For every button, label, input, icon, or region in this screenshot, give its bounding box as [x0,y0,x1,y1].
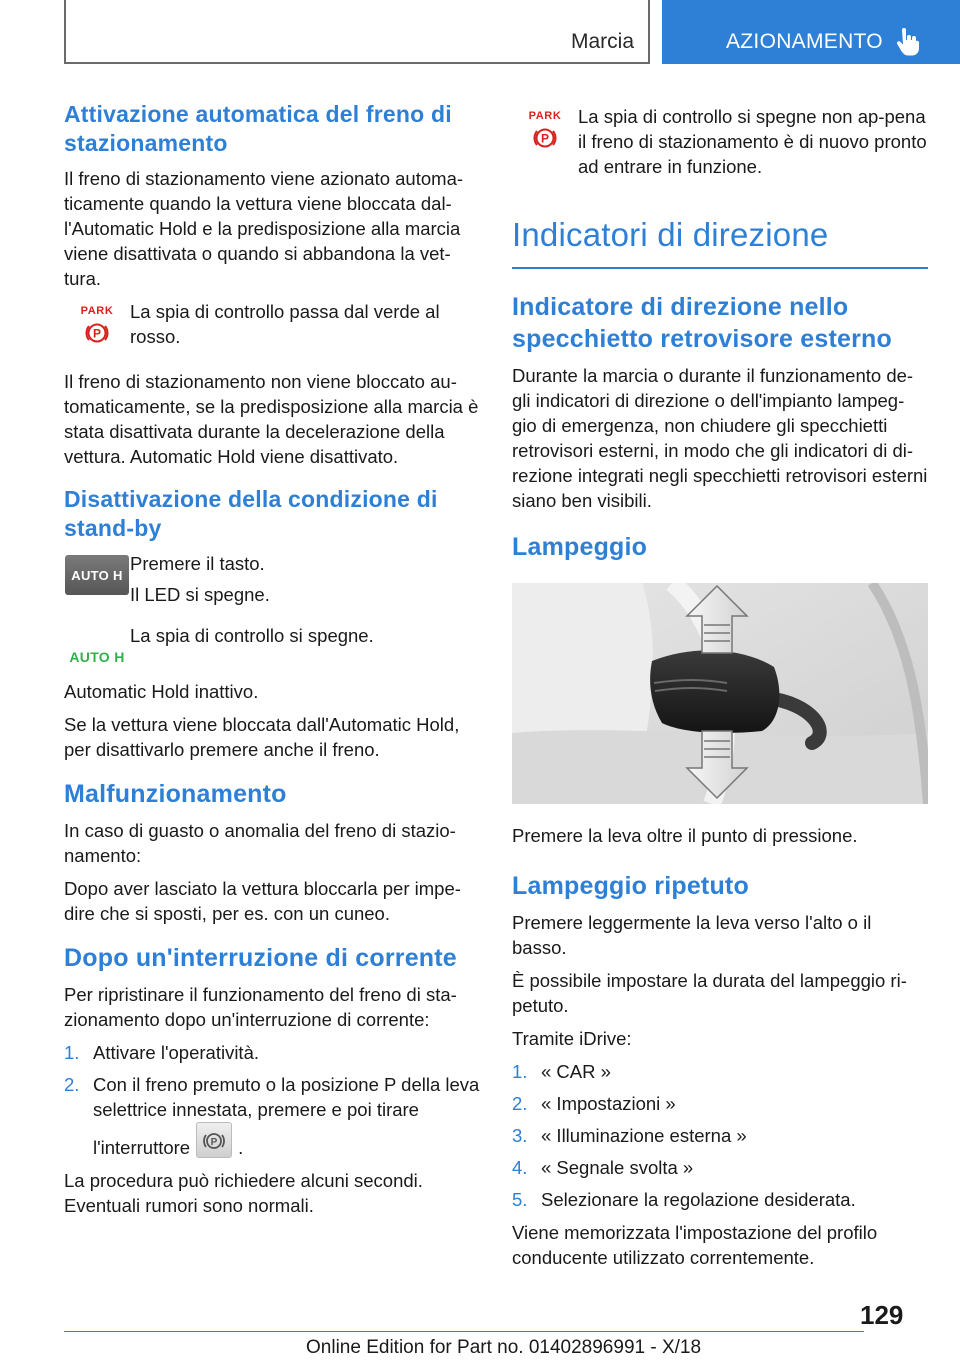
footer-edition: Online Edition for Part no. 01402896991 - X/18 [306,1337,702,1358]
paragraph: Se la vettura viene bloccata dall'Automatic Hold, per disattivarlo premere anche il freno. [64,714,460,760]
paragraph: È possibile impostare la durata del lampeggio ri-petuto. [512,970,907,1016]
autoh-lamp-note [64,623,480,665]
list-item: 1. « CAR » [512,1061,611,1082]
heading-mirror-indicator: Indicatore di direzione nello specchietto retrovisore esterno [512,293,892,353]
auto-h-button-icon: AUTO H [65,555,129,595]
svg-text:P: P [92,326,102,341]
paragraph: In caso di guasto o anomalia del freno di stazio-namento: [64,820,456,866]
header-chapter-box [64,0,650,64]
indicator-text: La spia di controllo passa dal verde al rosso. [130,301,440,347]
indicator-note [64,299,480,355]
list-item: 2. Con il freno premuto o la posizione P della leva selettrice innestata, premere e poi tirare l'interruttore P . [64,1074,480,1158]
idrive-steps-list [512,1059,928,1212]
section-tab [662,0,960,64]
paragraph: Durante la marcia o durante il funzionamento de-gli indicatori di direzione o dell'impianto lampeg-gio di emergenza, non chiudere gli specchietti retrovisori esterni, in modo che gli indicatori di di-rezione integrati negli specchietti retrovisori esterni siano ben visibili. [512,365,928,511]
paragraph: Premere leggermente la leva verso l'alto o il basso. [512,912,872,958]
park-brake-warning-icon: PARK P [80,305,114,341]
list-item: 5. Selezionare la regolazione desiderata. [512,1189,856,1210]
paragraph: Per ripristinare il funzionamento del freno di sta-zionamento dopo un'interruzione di corrente: [64,984,457,1030]
indicator-note [512,104,928,185]
paragraph: Il freno di stazionamento viene azionato automa-ticamente quando la vettura viene bloccata dal-l'Automatic Hold e la predisposizione alla marcia viene disattivata o quando si abbandona la vet-tura. [64,168,464,289]
autoh-button-note [64,551,480,613]
page-number: 129 [860,1300,904,1330]
list-item: 4. « Segnale svolta » [512,1157,694,1178]
svg-text:P: P [540,131,550,146]
instruction-text: Premere il tasto. [130,553,265,574]
paragraph: La procedura può richiedere alcuni secondi. Eventuali rumori sono normali. [64,1170,423,1216]
heading-repeated-flashing: Lampeggio ripetuto [512,872,749,900]
list-item: 1. Attivare l'operatività. [64,1042,259,1063]
section-tab-label: AZIONAMENTO [726,30,883,53]
list-item: 2. « Impostazioni » [512,1093,676,1114]
chapter-title: Marcia [570,30,634,53]
list-item: 3. « Illuminazione esterna » [512,1125,747,1146]
heading-standby-deactivation: Disattivazione della condizione di stand-by [64,486,438,541]
right-column [512,100,928,1278]
figure-caption: Premere la leva oltre il punto di pressione. [512,825,858,846]
heading-flashing: Lampeggio [512,533,648,561]
instruction-text: Il LED si spegne. [130,584,270,605]
paragraph: Il freno di stazionamento non viene bloccato au-tomaticamente, se la predisposizione alla marcia è stata disattivata durante la decelerazione della vettura. Automatic Hold viene disattivato. [64,371,479,467]
heading-malfunction: Malfunzionamento [64,780,287,808]
steps-list [64,1040,480,1160]
turn-signal-lever-illustration [512,583,928,804]
paragraph: Viene memorizzata l'impostazione del profilo conducente utilizzato correntemente. [512,1222,878,1268]
heading-power-interruption: Dopo un'interruzione di corrente [64,944,457,972]
svg-text:P: P [210,1137,218,1148]
left-column [64,100,480,1226]
paragraph: Automatic Hold inattivo. [64,681,259,702]
parking-brake-switch-icon [196,1122,232,1158]
heading-automatic-activation: Attivazione automatica del freno di stazionamento [64,101,452,156]
hand-pointer-icon [896,28,920,56]
paragraph: Dopo aver lasciato la vettura bloccarla per impe-dire che si sposti, per es. con un cuneo. [64,878,461,924]
park-brake-warning-icon: PARK P [528,110,562,146]
indicator-text: La spia di controllo si spegne non ap-pena il freno di stazionamento è di nuovo pronto ad entrare in funzione. [578,106,927,177]
page-title: Indicatori di direzione [512,215,928,269]
footer-divider [64,1331,864,1332]
auto-h-indicator-icon: AUTO H [69,649,125,665]
paragraph: Tramite iDrive: [512,1028,632,1049]
indicator-text: La spia di controllo si spegne. [130,625,374,646]
